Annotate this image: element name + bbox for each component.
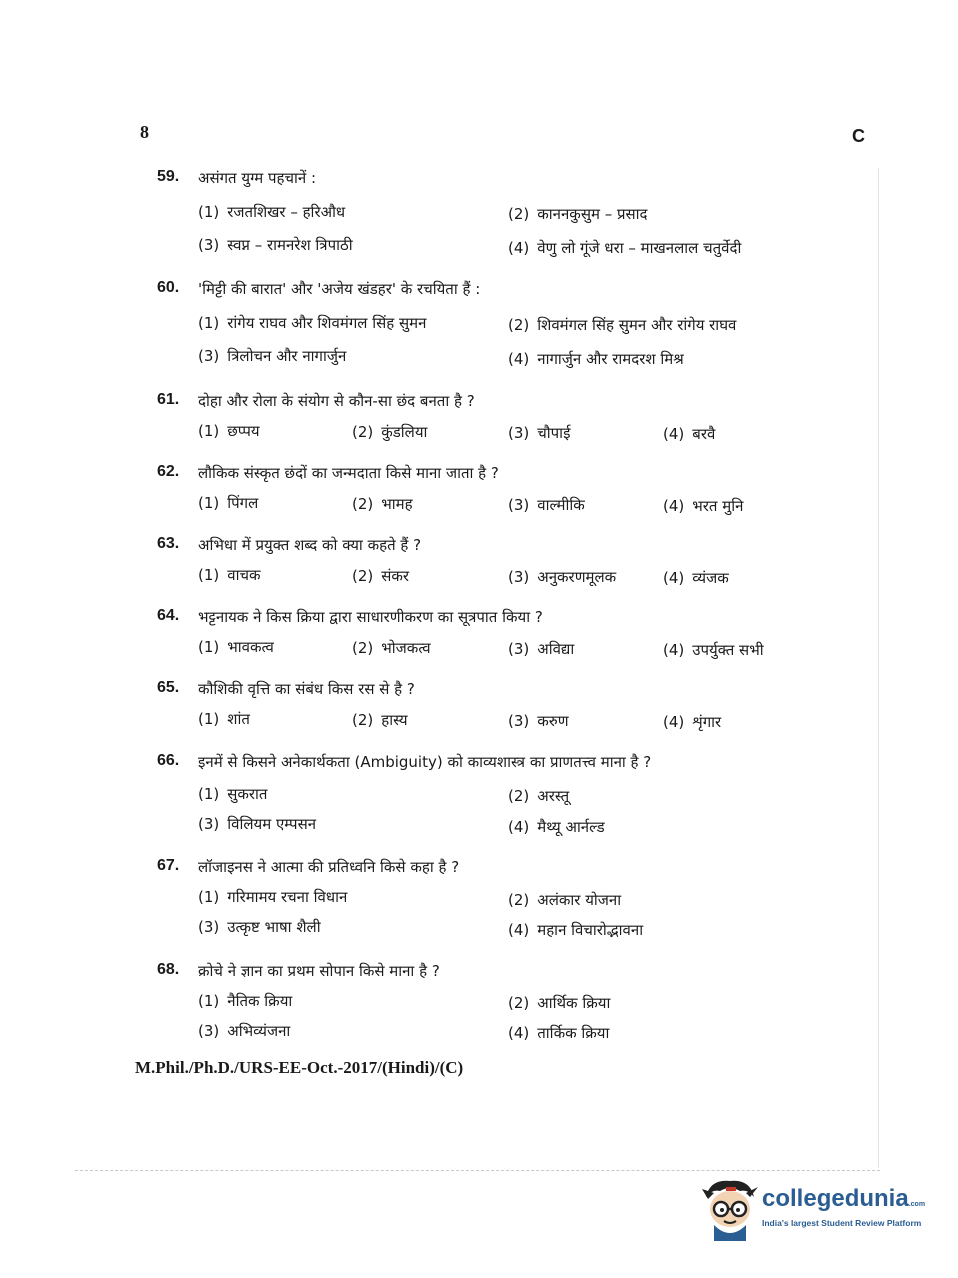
question-text: अभिधा में प्रयुक्त शब्द को क्या कहते हैं ? <box>198 536 422 554</box>
brand-name: collegedunia.com <box>762 1185 926 1212</box>
option-4: (4) मैथ्यू आर्नल्ड <box>508 818 605 836</box>
option-4: (4) बरवै <box>663 425 716 443</box>
question-number: 59. <box>157 168 180 185</box>
question-text: असंगत युग्म पहचानें : <box>198 169 317 187</box>
option-1: (1) रांगेय राघव और शिवमंगल सिंह सुमन <box>198 314 427 332</box>
option-4: (4) नागार्जुन और रामदरश मिश्र <box>508 350 684 368</box>
student-mascot-icon <box>700 1175 758 1241</box>
option-3: (3) करुण <box>508 712 569 730</box>
paper-code: M.Phil./Ph.D./URS-EE-Oct.-2017/(Hindi)/(C) <box>135 1058 464 1077</box>
option-2: (2) संकर <box>352 567 410 585</box>
question-text: लॉजाइनस ने आत्मा की प्रतिध्वनि किसे कहा है ? <box>198 858 460 876</box>
question-number: 67. <box>157 857 180 874</box>
option-3: (3) चौपाई <box>508 424 571 442</box>
option-1: (1) वाचक <box>198 566 261 584</box>
option-3: (3) वाल्मीकि <box>508 496 585 514</box>
option-4: (4) वेणु लो गूंजे धरा – माखनलाल चतुर्वेदी <box>508 239 742 257</box>
scan-edge-line <box>878 168 879 1168</box>
option-3: (3) अनुकरणमूलक <box>508 568 617 586</box>
option-4: (4) महान विचारोद्भावना <box>508 921 644 939</box>
option-2: (2) काननकुसुम – प्रसाद <box>508 205 648 223</box>
question-number: 61. <box>157 391 180 408</box>
option-1: (1) सुकरात <box>198 785 268 803</box>
option-1: (1) भावकत्व <box>198 638 274 656</box>
brand-tagline: India's largest Student Review Platform <box>762 1218 922 1228</box>
option-2: (2) शिवमंगल सिंह सुमन और रांगेय राघव <box>508 316 737 334</box>
option-3: (3) त्रिलोचन और नागार्जुन <box>198 347 347 365</box>
question-text: भट्टनायक ने किस क्रिया द्वारा साधारणीकरण का सूत्रपात किया ? <box>198 608 543 626</box>
option-3: (3) अभिव्यंजना <box>198 1022 291 1040</box>
question-number: 63. <box>157 535 180 552</box>
question-number: 62. <box>157 463 180 480</box>
question-text: क्रोचे ने ज्ञान का प्रथम सोपान किसे माना है ? <box>198 962 440 980</box>
question-text: लौकिक संस्कृत छंदों का जन्मदाता किसे माना जाता है ? <box>198 464 499 482</box>
option-1: (1) छप्पय <box>198 422 260 440</box>
question-number: 66. <box>157 752 180 769</box>
option-2: (2) आर्थिक क्रिया <box>508 994 611 1012</box>
option-1: (1) शांत <box>198 710 250 728</box>
option-3: (3) विलियम एम्पसन <box>198 815 317 833</box>
option-2: (2) भोजकत्व <box>352 639 431 657</box>
option-4: (4) तार्किक क्रिया <box>508 1024 610 1042</box>
option-1: (1) नैतिक क्रिया <box>198 992 293 1010</box>
option-2: (2) भामह <box>352 495 413 513</box>
option-4: (4) भरत मुनि <box>663 497 744 515</box>
option-2: (2) अरस्तू <box>508 787 570 805</box>
page-number: 8 <box>140 122 149 142</box>
question-text: दोहा और रोला के संयोग से कौन-सा छंद बनता है ? <box>198 392 475 410</box>
question-text: कौशिकी वृत्ति का संबंध किस रस से है ? <box>198 680 415 698</box>
scan-fold-line <box>75 1170 880 1171</box>
option-2: (2) अलंकार योजना <box>508 891 622 909</box>
option-2: (2) हास्य <box>352 711 408 729</box>
question-number: 68. <box>157 961 180 978</box>
option-1: (1) पिंगल <box>198 494 259 512</box>
option-1: (1) गरिमामय रचना विधान <box>198 888 348 906</box>
question-text: इनमें से किसने अनेकार्थकता (Ambiguity) को काव्यशास्त्र का प्राणतत्त्व माना है ? <box>198 753 652 771</box>
option-3: (3) अविद्या <box>508 640 575 658</box>
option-4: (4) उपर्युक्त सभी <box>663 641 764 659</box>
option-3: (3) स्वप्न – रामनरेश त्रिपाठी <box>198 236 353 254</box>
option-2: (2) कुंडलिया <box>352 423 428 441</box>
booklet-code: C <box>852 126 865 146</box>
option-4: (4) व्यंजक <box>663 569 729 587</box>
question-number: 65. <box>157 679 180 696</box>
collegedunia-logo <box>700 1175 930 1245</box>
option-3: (3) उत्कृष्ट भाषा शैली <box>198 918 321 936</box>
question-number: 60. <box>157 279 180 296</box>
question-text: 'मिट्टी की बारात' और 'अजेय खंडहर' के रचयिता हैं : <box>198 280 481 298</box>
option-1: (1) रजतशिखर – हरिऔध <box>198 203 346 221</box>
question-number: 64. <box>157 607 180 624</box>
option-4: (4) शृंगार <box>663 713 722 731</box>
